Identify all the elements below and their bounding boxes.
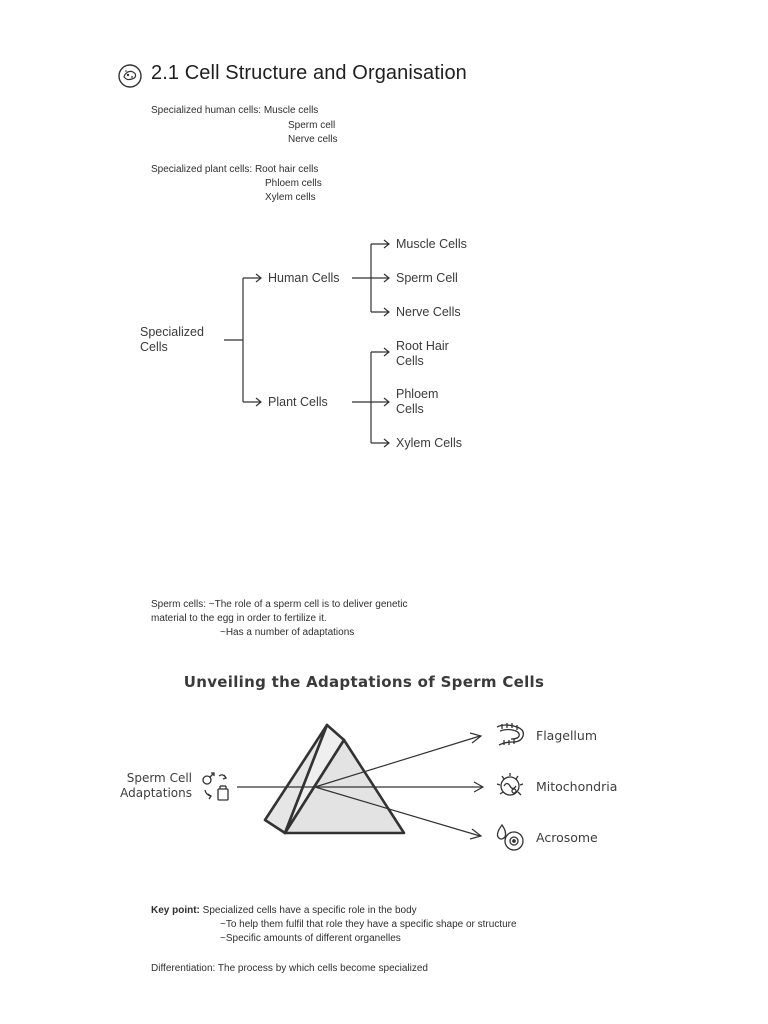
page-title: 2.1 Cell Structure and Organisation [151, 62, 467, 84]
keypoint-text: Specialized cells have a specific role in the body [202, 905, 417, 916]
tree-leaf-xylem: Xylem Cells [396, 436, 462, 450]
tree-leaf-nerve: Nerve Cells [396, 305, 461, 319]
human-prefix: Specialized human cells: [151, 105, 262, 116]
source-line: Adaptations [120, 786, 192, 800]
sperm-note-line: material to the egg in order to fertilize it. [151, 613, 327, 624]
sperm-note-line: ~Has a number of adaptations [220, 627, 355, 638]
human-item: Nerve cells [288, 134, 338, 145]
leaf-line: Phloem [396, 387, 439, 401]
output-mitochondria: Mitochondria [536, 779, 618, 794]
tree-node-human: Human Cells [268, 271, 340, 285]
output-flagellum: Flagellum [536, 728, 597, 743]
human-item: Sperm cell [288, 120, 336, 131]
leaf-line: Cells [396, 402, 424, 416]
tree-leaf-muscle: Muscle Cells [396, 237, 467, 251]
tree-root-line: Specialized [140, 325, 204, 339]
keypoint-label: Key point: [151, 905, 200, 916]
source-line: Sperm Cell [126, 771, 192, 785]
keypoint-sub: ~To help them fulfil that role they have a specific shape or structure [220, 919, 517, 930]
tree-node-plant: Plant Cells [268, 395, 328, 409]
plant-item: Phloem cells [265, 178, 322, 189]
sperm-note-line: Sperm cells: ~The role of a sperm cell is to deliver genetic [151, 599, 408, 610]
leaf-line: Cells [396, 354, 424, 368]
acrosome-icon [494, 823, 528, 853]
differentiation-definition: Differentiation: The process by which cells become specialized [151, 963, 428, 974]
plant-item: Xylem cells [265, 192, 316, 203]
keypoint-sub: ~Specific amounts of different organelles [220, 933, 401, 944]
mitochondria-icon [494, 770, 528, 802]
plant-prefix: Specialized plant cells: [151, 164, 253, 175]
human-item: Muscle cells [263, 105, 319, 116]
plant-item: Root hair cells [254, 164, 319, 175]
leaf-line: Root Hair [396, 339, 449, 353]
tree-leaf-sperm: Sperm Cell [396, 271, 458, 285]
output-acrosome: Acrosome [536, 830, 598, 845]
flagellum-icon [494, 721, 528, 751]
keypoint-line [151, 904, 417, 919]
prism-source-label [110, 771, 192, 801]
tree-root-line: Cells [140, 340, 168, 354]
sperm-source-icon [201, 772, 233, 802]
prism-title: Unveiling the Adaptations of Sperm Cells [183, 673, 545, 691]
